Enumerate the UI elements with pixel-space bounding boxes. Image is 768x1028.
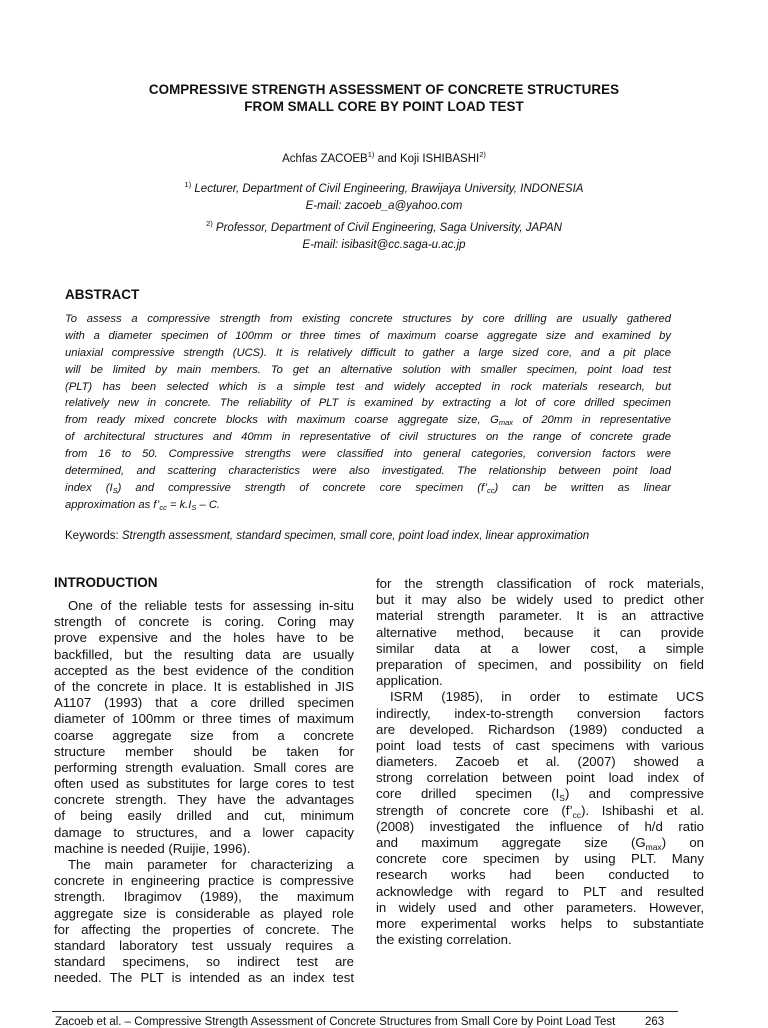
body-line: application. xyxy=(376,673,443,689)
abstract-line: To assess a compressive strength from existing concrete structures by core drilling are usually gathered xyxy=(65,313,671,325)
body-line: strength. Ibragimov (1989), the maximum xyxy=(54,889,354,905)
abstract-line: uniaxial compressive strength (UCS). It is relatively difficult to gather a large sized core, and a pit place xyxy=(65,346,671,359)
paper-title xyxy=(0,82,768,115)
body-line: performing strength evaluation. Small cores are xyxy=(54,759,354,775)
affiliation-2 xyxy=(0,215,768,237)
abstract-sub: max xyxy=(498,418,513,428)
affiliation-1-sup: 1) xyxy=(184,180,192,189)
author-2-sup: 2) xyxy=(479,150,486,159)
left-column xyxy=(54,598,354,987)
right-column xyxy=(376,576,704,948)
abstract-line: with a diameter specimen of 100mm or three times of maximum coarse aggregate size and examined by xyxy=(65,329,671,342)
abstract-line: from 16 to 50. Compressive strengths were classified into general categories, conversion factors were xyxy=(65,448,671,461)
body-text: strength of concrete core (f’ xyxy=(376,802,573,818)
body-line: standard laboratory test ussualy requires a xyxy=(54,937,354,953)
body-text: ) and compressive xyxy=(564,786,704,802)
keywords-label: Keywords: xyxy=(65,530,122,542)
body-line: A1107 (1993) that a core drilled specimen xyxy=(54,695,354,711)
body-text: core drilled specimen (I xyxy=(376,786,560,802)
abstract-text: index (I xyxy=(65,481,113,494)
body-line: acknowledge with regard to PLT and resulted xyxy=(376,883,704,899)
body-line: point load tests of cast specimens with various xyxy=(376,737,704,753)
keywords xyxy=(65,530,589,542)
abstract-line: relatively new in concrete. The reliability of PLT is examined by extracting a lot of core drilled specimen xyxy=(65,397,671,410)
affiliation-1 xyxy=(0,176,768,198)
body-line: strong correlation between point load index of xyxy=(376,770,704,786)
body-line: preparation of specimen, and possibility on field xyxy=(376,656,704,672)
body-line xyxy=(376,803,704,819)
author-1: Achfas ZACOEB xyxy=(282,153,368,165)
body-line: The main parameter for characterizing a xyxy=(68,857,354,872)
body-line: (2008) investigated the influence of h/d ratio xyxy=(376,818,704,834)
body-line: are developed. Richardson (1989) conducted a xyxy=(376,721,704,737)
abstract-line xyxy=(65,480,671,497)
body-line xyxy=(376,786,704,802)
body-line: of the concrete in place. It is established in JIS xyxy=(54,678,354,694)
body-line: for the strength classification of rock materials, xyxy=(376,576,704,591)
body-line: coarse aggregate size from a concrete xyxy=(54,727,354,743)
author-2: and Koji ISHIBASHI xyxy=(374,153,480,165)
body-line: but it may also be widely used to predict other xyxy=(376,592,704,608)
body-line: more experimental works helps to substantiate xyxy=(376,915,704,931)
body-line: backfilled, but the resulting data are usually xyxy=(54,646,354,662)
body-line: prove expensive and the holes have to be xyxy=(54,630,354,646)
body-line: material strength parameter. It is an attractive xyxy=(376,608,704,624)
body-line: in widely used and other parameters. However, xyxy=(376,899,704,915)
affiliations xyxy=(0,176,768,254)
body-line: One of the reliable tests for assessing in-situ xyxy=(68,598,354,613)
body-line: research works had been conducted to xyxy=(376,867,704,883)
body-line: needed. The PLT is intended as an index test xyxy=(54,970,354,986)
body-text: ). Ishibashi et al. xyxy=(581,802,704,818)
title-line-1: COMPRESSIVE STRENGTH ASSESSMENT OF CONCRETE STRUCTURES xyxy=(148,82,620,97)
body-line: accepted as the best evidence of the condition xyxy=(54,662,354,678)
body-line: diameters. Zacoeb et al. (2007) showed a xyxy=(376,754,704,770)
body-line: diameter of 100mm or three times of maximum xyxy=(54,711,354,727)
abstract-text: – C. xyxy=(196,498,221,511)
abstract-heading: ABSTRACT xyxy=(65,287,140,302)
running-footer: Zacoeb et al. – Compressive Strength Assessment of Concrete Structures from Small Core by Point Load Test xyxy=(55,1016,616,1028)
body-line: aggregate size is considerable as played role xyxy=(54,905,354,921)
body-sub: S xyxy=(559,793,565,804)
abstract-sub: cc xyxy=(487,485,495,495)
body-line: damage to structures, and a lower capacity xyxy=(54,824,354,840)
body-sub: cc xyxy=(572,809,582,820)
abstract-sub: cc xyxy=(159,502,167,512)
abstract-text: from ready mixed concrete blocks with maximum coarse aggregate size, G xyxy=(65,414,499,427)
body-line: often used as substitutes for large cores to test xyxy=(54,776,354,792)
body-line: concrete strength. They have the advantages xyxy=(54,792,354,808)
abstract-line xyxy=(65,497,671,514)
body-line: standard specimens, so indirect test are xyxy=(54,954,354,970)
abstract-line: determined, and scattering characteristics were also investigated. The relationship between point load xyxy=(65,465,671,478)
body-line: alternative method, because it can provide xyxy=(376,624,704,640)
abstract-text: approximation as f’ xyxy=(65,498,160,511)
abstract-sub: S xyxy=(191,502,197,512)
affiliation-2-text: Professor, Department of Civil Engineering, Saga University, JAPAN xyxy=(212,222,562,234)
body-line xyxy=(376,835,704,851)
body-line: structure member should be taken for xyxy=(54,743,354,759)
abstract-text: of 20mm in representative xyxy=(513,414,671,427)
title-line-2: FROM SMALL CORE BY POINT LOAD TEST xyxy=(244,98,524,114)
abstract-line: of architectural structures and 40mm in representative of civil structures on the range of concrete grade xyxy=(65,431,671,444)
body-line: machine is needed (Ruijie, 1996). xyxy=(54,840,251,856)
page-number: 263 xyxy=(645,1016,665,1028)
abstract-body xyxy=(65,311,671,514)
body-line: concrete in engineering practice is compressive xyxy=(54,873,354,889)
body-line: ISRM (1985), in order to estimate UCS xyxy=(390,689,704,705)
author-1-sup: 1) xyxy=(367,150,375,159)
introduction-heading: INTRODUCTION xyxy=(54,575,158,590)
affiliation-1-text: Lecturer, Department of Civil Engineering, Brawijaya University, INDONESIA xyxy=(191,183,584,195)
body-line: strength of concrete is coring. Coring may xyxy=(54,614,354,630)
body-line: similar data at a lower cost, a simple xyxy=(376,640,704,656)
body-line: concrete core specimen by using PLT. Many xyxy=(376,851,704,867)
body-sub: max xyxy=(645,842,662,852)
author-list xyxy=(0,150,768,165)
body-text: and maximum aggregate size (G xyxy=(376,835,646,850)
abstract-sub: S xyxy=(112,485,118,495)
body-line: indirectly, index-to-strength conversion factors xyxy=(376,705,704,721)
email-2: E-mail: isibasit@cc.saga-u.ac.jp xyxy=(302,239,466,251)
abstract-line xyxy=(65,412,671,429)
abstract-line: will be limited by main members. To get an alternative solution with smaller specimen, point load test xyxy=(65,363,671,376)
body-text: ) on xyxy=(661,835,704,850)
body-line: for affecting the properties of concrete. The xyxy=(54,921,354,937)
email-1: E-mail: zacoeb_a@yahoo.com xyxy=(305,200,463,212)
abstract-text: ) and compressive strength of concrete core specimen (f’ xyxy=(117,481,488,494)
affiliation-2-sup: 2) xyxy=(206,219,213,228)
footer-rule xyxy=(52,1011,678,1012)
abstract-text: ) can be written as linear xyxy=(494,481,671,494)
keywords-text: Strength assessment, standard specimen, small core, point load index, linear approximation xyxy=(121,530,590,542)
body-line: the existing correlation. xyxy=(376,932,512,948)
body-line: of being easily drilled and cut, minimum xyxy=(54,808,354,824)
abstract-line: (PLT) has been selected which is a simple test and widely accepted in rock materials research, but xyxy=(65,380,671,393)
abstract-text: = k.I xyxy=(166,498,192,511)
